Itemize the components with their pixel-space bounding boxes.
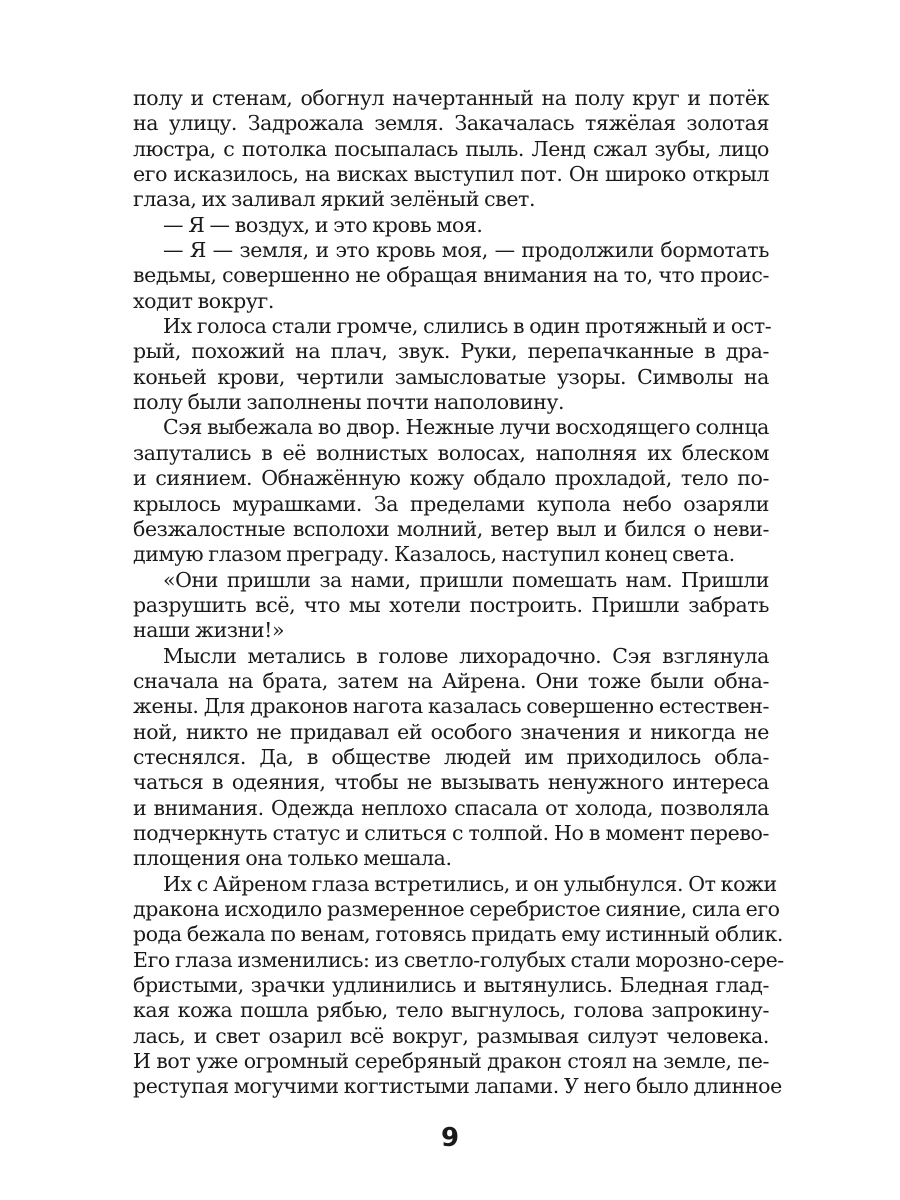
text-line: рый, похожий на плач, звук. Руки, перепачканные в дра- <box>133 339 769 364</box>
text-line: запутались в её волнистых волосах, наполняя их блеском <box>133 440 769 465</box>
text-line: стеснялся. Да, в обществе людей им приходилось обла- <box>133 744 769 769</box>
text-line: и сиянием. Обнажённую кожу обдало прохладой, тело по- <box>133 466 769 491</box>
text-line: кая кожа пошла рябью, тело выгнулось, голова запрокину- <box>133 998 769 1023</box>
text-line: «Они пришли за нами, пришли помешать нам. Пришли <box>163 567 769 592</box>
text-line: ведьмы, совершенно не обращая внимания на то, что проис- <box>133 263 769 288</box>
text-line: — Я — земля, и это кровь моя, — продолжили бормотать <box>163 238 769 263</box>
text-line: Их голоса стали громче, слились в один протяжный и ост- <box>163 314 772 339</box>
text-line: разрушить всё, что мы хотели построить. Пришли забрать <box>133 592 769 617</box>
text-line: на улицу. Задрожала земля. Закачалась тяжёлая золотая <box>133 111 769 136</box>
text-line: бристыми, зрачки удлинились и вытянулись. Бледная глад- <box>133 973 769 998</box>
text-line: полу и стенам, обогнул начертанный на полу круг и потёк <box>133 86 769 110</box>
text-line: димую глазом преграду. Казалось, наступил конец света. <box>133 542 735 567</box>
text-line: жены. Для драконов нагота казалась совершенно естествен- <box>133 694 769 719</box>
text-line: Их с Айреном глаза встретились, и он улыбнулся. От кожи <box>163 871 777 896</box>
text-line: коньей крови, чертили замысловатые узоры. Символы на <box>133 364 769 389</box>
text-line: Мысли метались в голове лихорадочно. Сэя взглянула <box>163 643 769 668</box>
text-line: лась, и свет озарил всё вокруг, размывая силуэт человека. <box>133 1023 769 1048</box>
text-line: безжалостные всполохи молний, ветер выл и бился о неви- <box>133 516 769 541</box>
text-line: сначала на брата, затем на Айрена. Они тоже были обна- <box>133 668 769 693</box>
text-line: ной, никто не придавал ей особого значения и никогда не <box>133 719 769 744</box>
page-number: 9 <box>440 1123 460 1153</box>
text-line: люстра, с потолка посыпалась пыль. Ленд сжал зубы, лицо <box>133 136 769 161</box>
text-line: рода бежала по венам, готовясь придать ему истинный облик. <box>133 922 784 947</box>
text-line: глаза, их заливал яркий зелёный свет. <box>133 187 536 212</box>
text-line: чаться в одеяния, чтобы не вызывать ненужного интереса <box>133 770 769 795</box>
text-line: И вот уже огромный серебряный дракон стоял на земле, пе- <box>133 1049 769 1074</box>
text-line: ходит вокруг. <box>133 288 274 313</box>
text-line: — Я — воздух, и это кровь моя. <box>163 212 483 237</box>
text-line: его исказилось, на висках выступил пот. Он широко открыл <box>133 162 769 187</box>
text-line: полу были заполнены почти наполовину. <box>133 390 565 415</box>
page-body-text <box>133 86 784 1100</box>
text-line: Его глаза изменились: из светло-голубых стали морозно-сере- <box>133 947 784 972</box>
text-line: наши жизни!» <box>133 618 285 643</box>
text-line: реступая могучими когтистыми лапами. У него было длинное <box>133 1074 782 1099</box>
text-line: площения она только мешала. <box>133 846 452 871</box>
text-line: и внимания. Одежда неплохо спасала от холода, позволяла <box>133 795 769 820</box>
text-line: дракона исходило размеренное серебристое сияние, сила его <box>133 897 780 921</box>
text-line: крылось мурашками. За пределами купола небо озаряли <box>133 491 769 516</box>
text-line: подчеркнуть статус и слиться с толпой. Но в момент перево- <box>133 820 769 845</box>
text-line: Сэя выбежала во двор. Нежные лучи восходящего солнца <box>163 415 769 440</box>
